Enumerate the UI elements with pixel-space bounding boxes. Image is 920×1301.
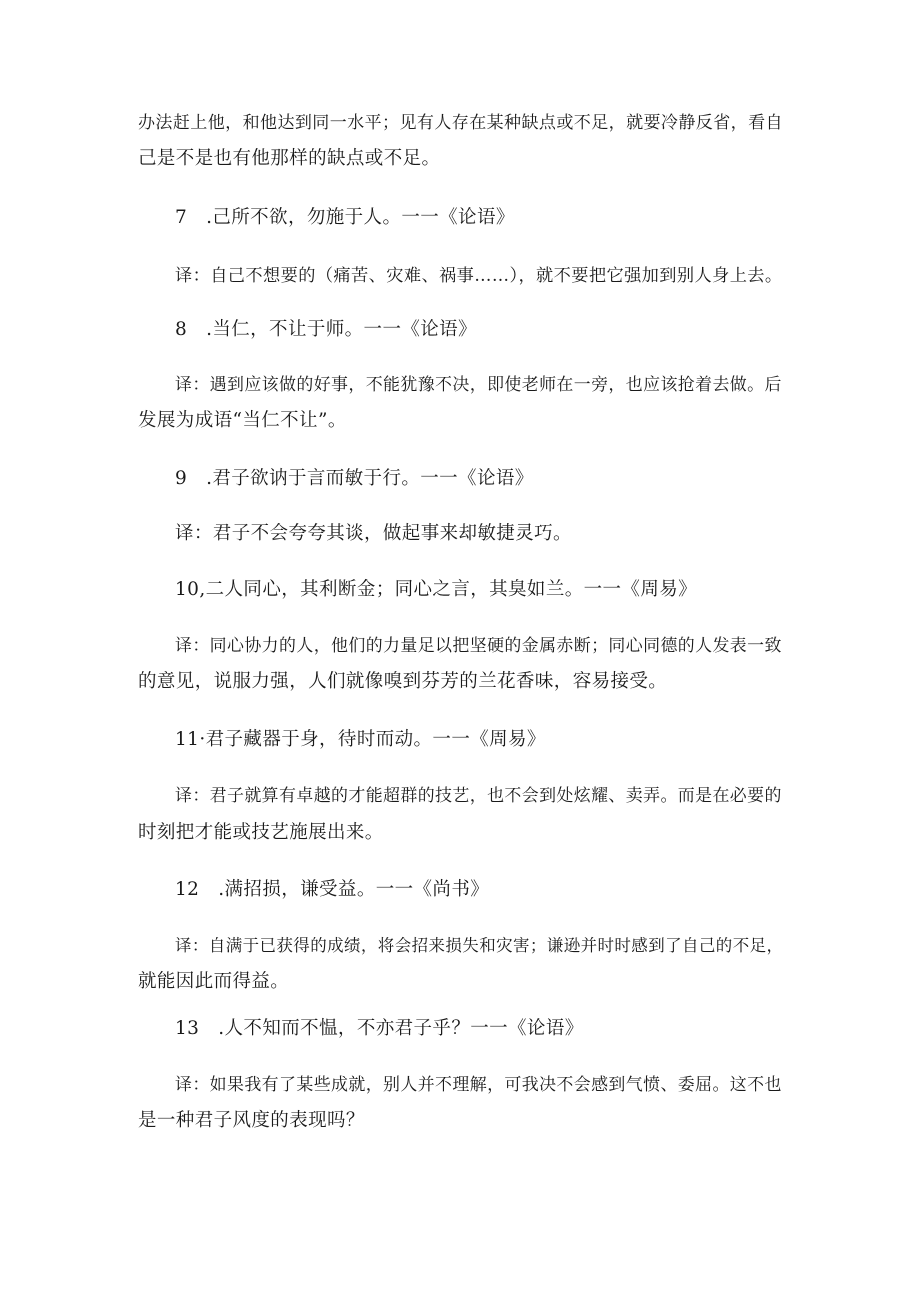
quote-12-heading: 12 .满招损，谦受益。一一《尚书》 bbox=[175, 879, 490, 900]
translation-12-line-2: 就能因此而得益。 bbox=[138, 971, 290, 992]
translation-13-line-2: 是一种君子风度的表现吗？ bbox=[138, 1110, 365, 1131]
translation-6-line-1: 办法赶上他，和他达到同一水平；见有人存在某种缺点或不足，就要冷静反省，看自 bbox=[138, 113, 783, 133]
quote-8-heading: 8 .当仁，不让于师。一一《论语》 bbox=[175, 319, 477, 340]
translation-6-line-2: 己是不是也有他那样的缺点或不足。 bbox=[138, 148, 441, 169]
quote-13-heading: 13 .人不知而不愠，不亦君子乎？一一《论语》 bbox=[175, 1018, 584, 1039]
quote-7-heading: 7 .己所不欲，勿施于人。一一《论语》 bbox=[175, 207, 515, 228]
translation-13-line-1: 译：如果我有了某些成就，别人并不理解，可我决不会感到气愤、委屈。这不也 bbox=[175, 1074, 782, 1094]
translation-10-line-2: 的意见，说服力强，人们就像嗅到芬芳的兰花香味，容易接受。 bbox=[138, 671, 668, 692]
translation-8-line-2: 发展为成语“当仁不让”。 bbox=[138, 410, 347, 431]
translation-10-line-1: 译：同心协力的人，他们的力量足以把坚硬的金属赤断；同心同德的人发表一致 bbox=[175, 635, 782, 655]
translation-12-line-1: 译：自满于已获得的成绩，将会招来损失和灾害；谦逊并时时感到了自己的不足， bbox=[175, 936, 784, 955]
translation-11-line-2: 时刻把才能或技艺施展出来。 bbox=[138, 822, 384, 843]
translation-11-line-1: 译：君子就算有卓越的才能超群的技艺，也不会到处炫耀、卖弄。而是在必要的 bbox=[175, 785, 782, 805]
quote-9-heading: 9 .君子欲讷于言而敏于行。一一《论语》 bbox=[175, 468, 534, 489]
translation-7-line-1: 译：自己不想要的（痛苦、灾难、祸事……），就不要把它强加到别人身上去。 bbox=[175, 266, 783, 286]
quote-11-heading: 11·君子藏器于身，待时而动。一一《周易》 bbox=[175, 729, 546, 750]
quote-10-heading: 10,二人同心，其利断金；同心之言，其臭如兰。一一《周易》 bbox=[175, 579, 698, 600]
translation-9-line-1: 译：君子不会夸夸其谈，做起事来却敏捷灵巧。 bbox=[175, 523, 572, 544]
translation-8-line-1: 译：遇到应该做的好事，不能犹豫不决，即使老师在一旁，也应该抢着去做。后 bbox=[175, 374, 782, 394]
